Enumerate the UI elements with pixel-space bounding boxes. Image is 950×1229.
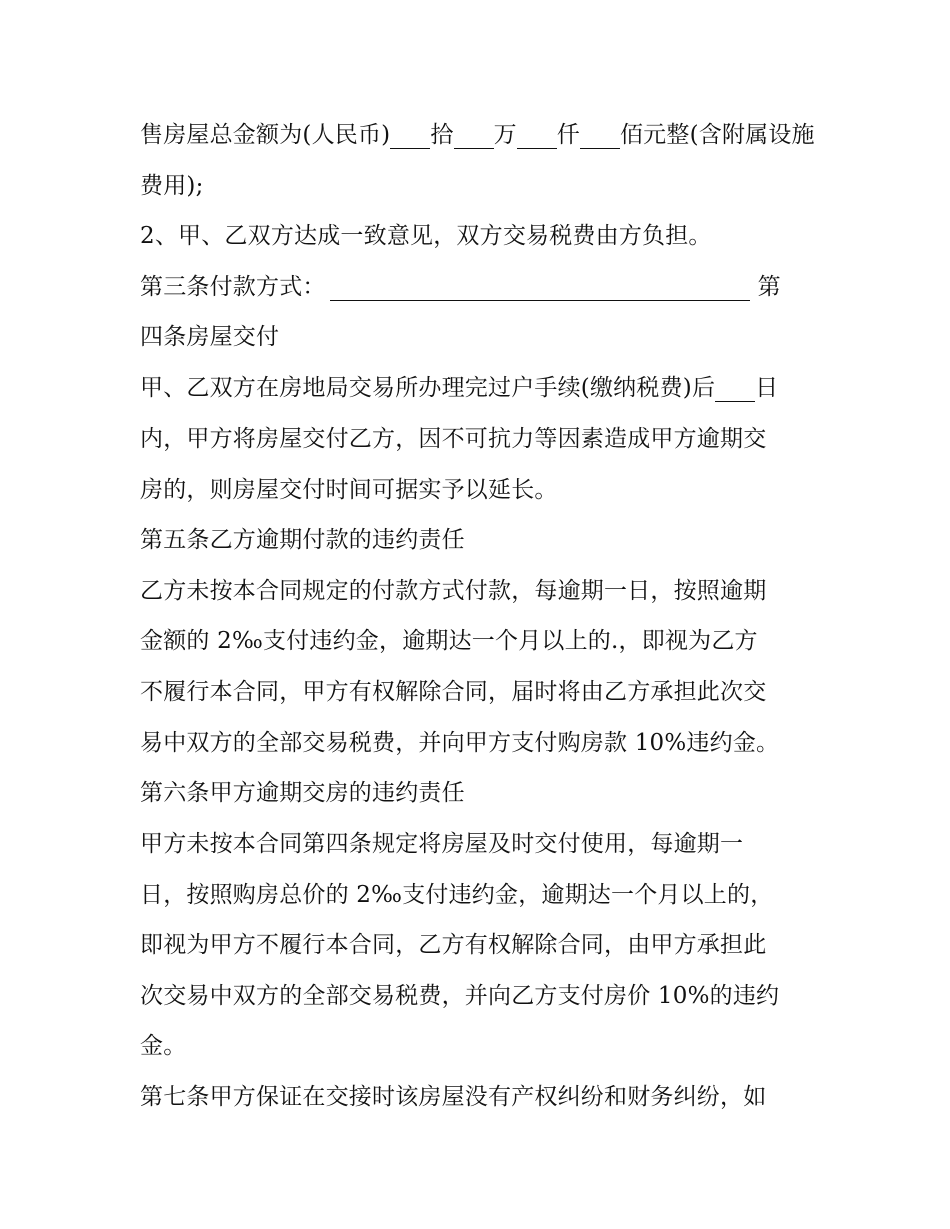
text-line: 不履行本合同，甲方有权解除合同，届时将由乙方承担此次交 — [140, 679, 767, 705]
blank-field — [715, 377, 755, 402]
text-line: 乙方未按本合同规定的付款方式付款，每逾期一日，按照逾期 — [140, 578, 767, 604]
text-line: 第三条付款方式： 第 — [140, 274, 781, 300]
text-line: 费用); — [140, 173, 204, 199]
text-line: 甲方未按本合同第四条规定将房屋及时交付使用，每逾期一 — [140, 831, 744, 857]
text-line: 次交易中双方的全部交易税费，并向乙方支付房价 10%的违约 — [140, 983, 780, 1009]
text-line: 2、甲、乙双方达成一致意见，双方交易税费由方负担。 — [140, 223, 712, 249]
section-heading: 第六条甲方逾期交房的违约责任 — [140, 780, 465, 806]
text-line: 金。 — [140, 1033, 187, 1059]
section-heading: 第五条乙方逾期付款的违约责任 — [140, 527, 465, 553]
text-line: 售房屋总金额为(人民币) 拾 万 仟 佰元整(含附属设施 — [140, 122, 815, 148]
blank-field — [580, 124, 620, 149]
text-line: 日，按照购房总价的 2‰支付违约金，逾期达一个月以上的， — [140, 882, 774, 908]
blank-field — [517, 124, 557, 149]
text-line: 甲、乙双方在房地局交易所办理完过户手续(缴纳税费)后 日 — [140, 375, 779, 401]
text-line: 四条房屋交付 — [140, 324, 280, 350]
section-heading: 第七条甲方保证在交接时该房屋没有产权纠纷和财务纠纷，如 — [140, 1084, 767, 1110]
blank-field — [330, 276, 750, 301]
blank-field — [454, 124, 494, 149]
text-line: 金额的 2‰支付违约金，逾期达一个月以上的.，即视为乙方 — [140, 628, 758, 654]
text-line: 即视为甲方不履行本合同，乙方有权解除合同，由甲方承担此 — [140, 932, 767, 958]
text-line: 易中双方的全部交易税费，并向甲方支付购房款 10%违约金。 — [140, 730, 780, 756]
text-line: 房的，则房屋交付时间可据实予以延长。 — [140, 477, 558, 503]
blank-field — [390, 124, 430, 149]
text-line: 内，甲方将房屋交付乙方，因不可抗力等因素造成甲方逾期交 — [140, 426, 767, 452]
